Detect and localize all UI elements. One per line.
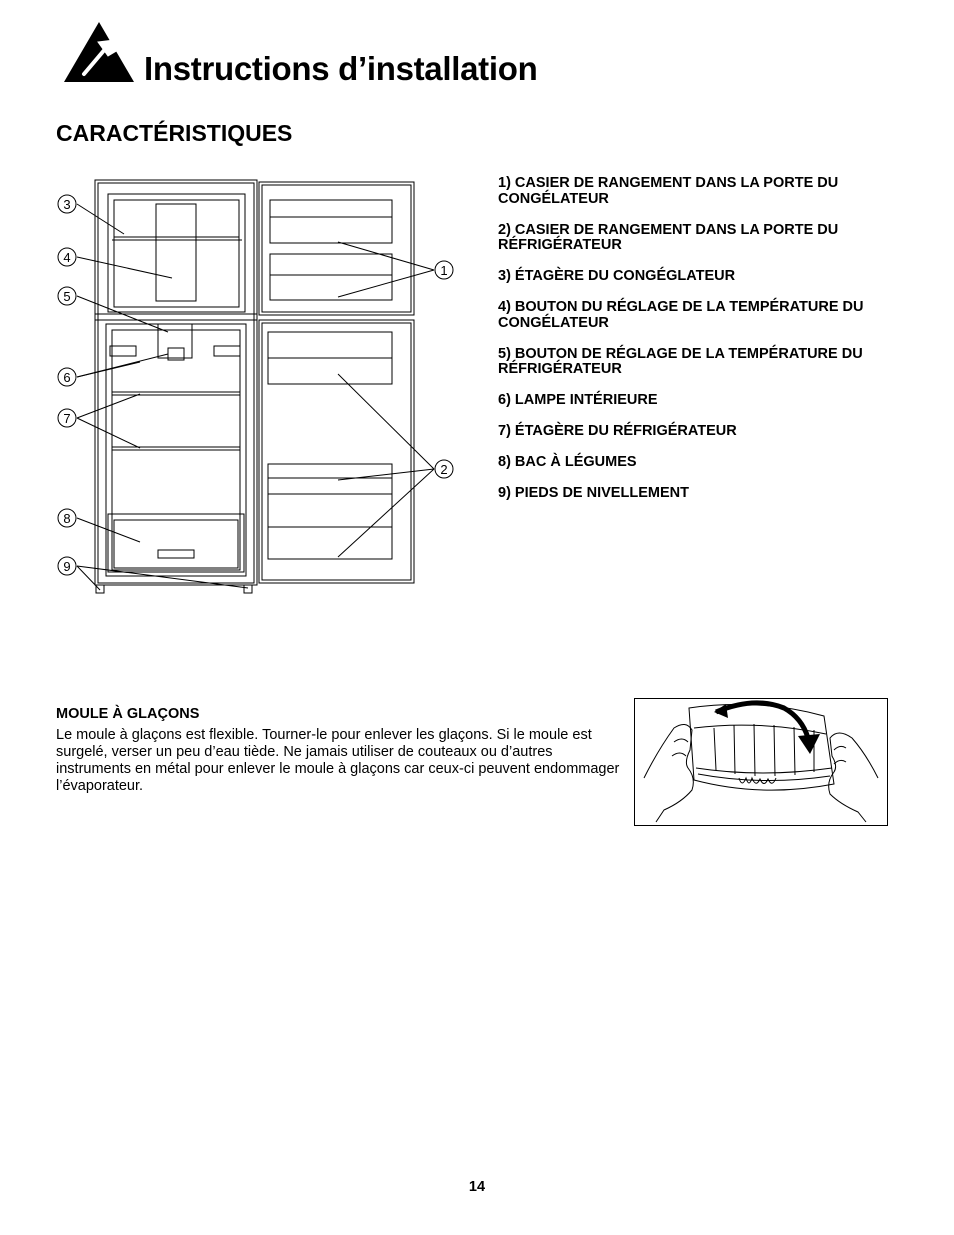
callout-1: 1 xyxy=(440,263,448,278)
feature-item: 4) BOUTON DU RÉGLAGE DE LA TEMPÉRATURE DU CONGÉLATEUR xyxy=(498,299,864,331)
feature-item: 7) ÉTAGÈRE DU RÉFRIGÉRATEUR xyxy=(498,423,737,439)
callout-9: 9 xyxy=(63,559,71,574)
callout-3: 3 xyxy=(63,197,71,212)
ice-tray-illustration xyxy=(634,698,888,826)
feature-item: 5) BOUTON DE RÉGLAGE DE LA TEMPÉRATURE DU RÉFRIGÉRATEUR xyxy=(498,345,863,377)
callout-6: 6 xyxy=(63,370,71,385)
feature-item: 6) LAMPE INTÉRIEURE xyxy=(498,392,658,408)
features-list xyxy=(498,176,908,517)
ice-tray-title: MOULE À GLAÇONS xyxy=(56,706,200,722)
page-title: Instructions d’installation xyxy=(144,50,538,87)
feature-item: 1) CASIER DE RANGEMENT DANS LA PORTE DU CONGÉLATEUR xyxy=(498,175,839,207)
callout-2: 2 xyxy=(440,462,448,477)
feature-item: 9) PIEDS DE NIVELLEMENT xyxy=(498,485,689,501)
feature-item: 3) ÉTAGÈRE DU CONGÉGLATEUR xyxy=(498,268,736,284)
feature-item: 2) CASIER DE RANGEMENT DANS LA PORTE DU RÉFRIGÉRATEUR xyxy=(498,221,839,253)
refrigerator-diagram xyxy=(48,172,468,602)
callout-8: 8 xyxy=(63,511,71,526)
callout-4: 4 xyxy=(63,250,71,265)
hammer-warning-icon xyxy=(62,20,136,84)
callout-7: 7 xyxy=(63,411,71,426)
page-number: 14 xyxy=(468,1179,486,1195)
ice-tray-text: Le moule à glaçons est flexible. Tourner-le pour enlever les glaçons. Si le moule est surgelé, verser un peu d’eau tiède. Ne jamais utiliser de couteaux ou d’autres instruments en métal pour enlever le moule à glaçons car ceux-ci peuvent endommager l’évaporateur. xyxy=(56,727,620,794)
callout-5: 5 xyxy=(63,289,71,304)
section-title: CARACTÉRISTIQUES xyxy=(56,120,293,146)
feature-item: 8) BAC À LÉGUMES xyxy=(498,454,637,470)
